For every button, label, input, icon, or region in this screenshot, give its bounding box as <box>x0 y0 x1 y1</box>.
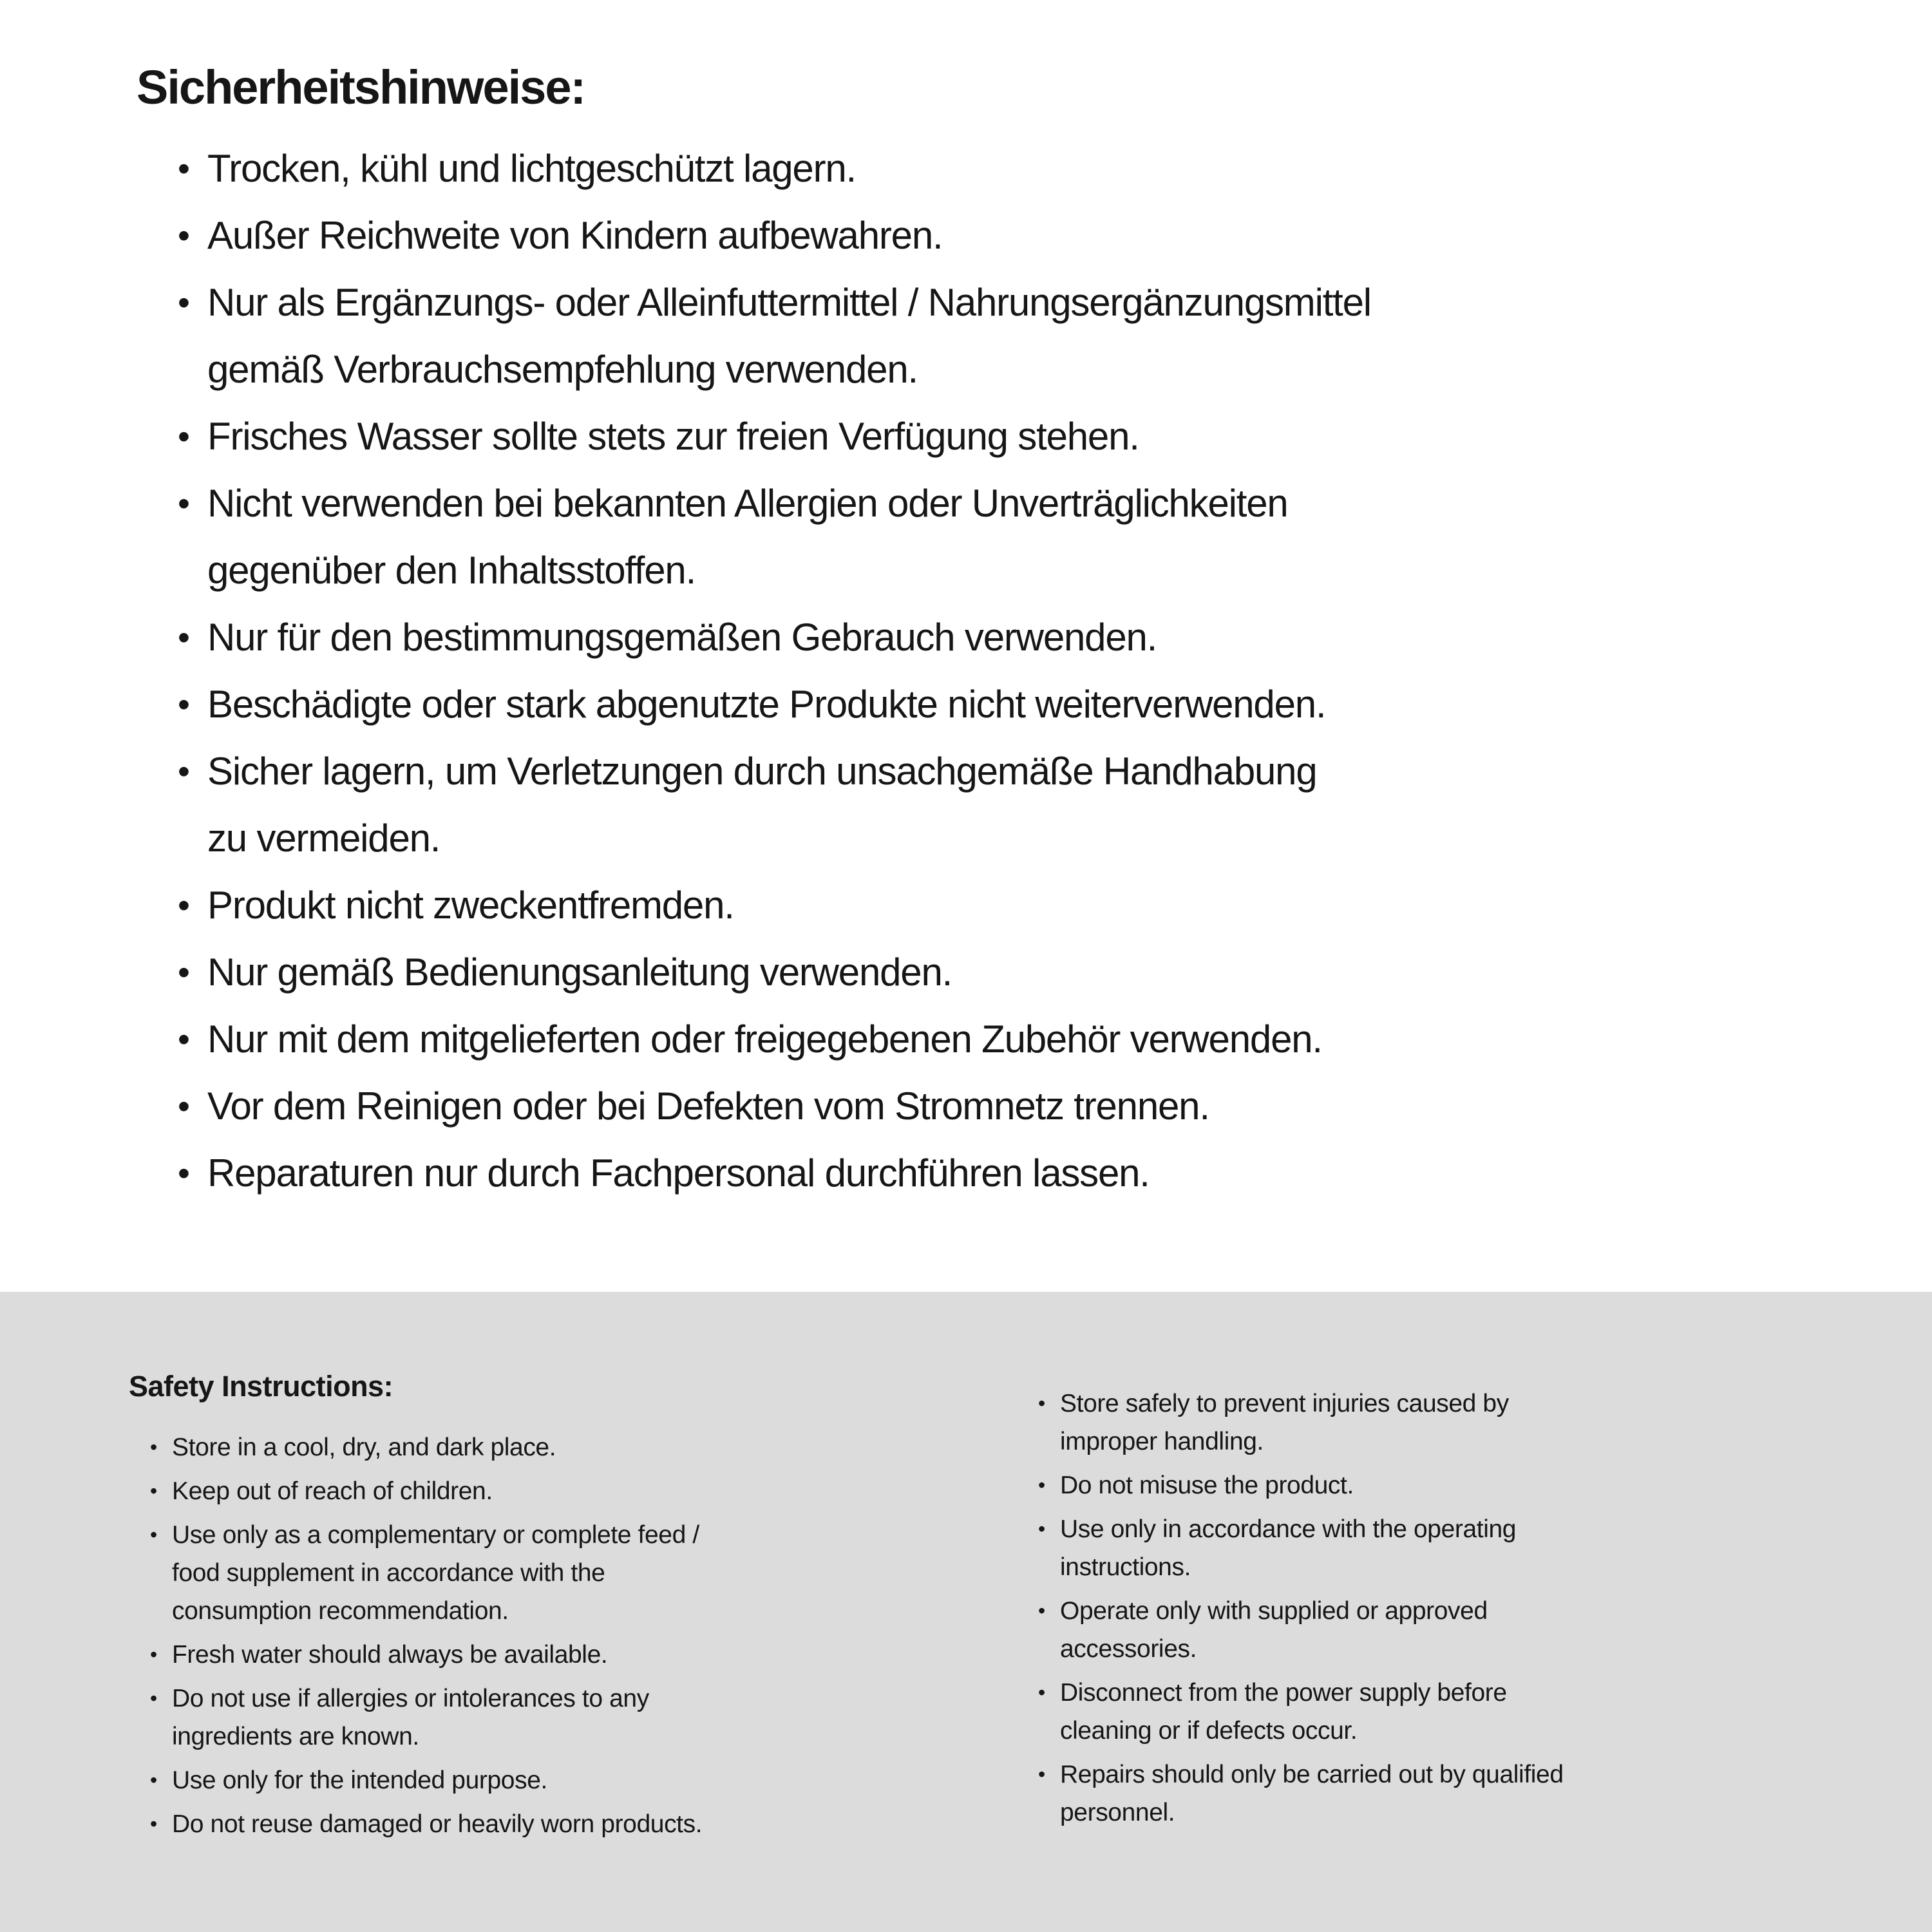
list-item <box>1038 1756 1920 1832</box>
list-item <box>178 872 1371 939</box>
english-right-column <box>1038 1385 1920 1832</box>
list-item-line: • Sicher lagern, um Verletzungen durch unsachgemäße Handhabung <box>207 750 1317 793</box>
list-item-line: • Use only in accordance with the operating <box>1060 1515 1517 1543</box>
list-item-line: • Beschädigte oder stark abgenutzte Produkte nicht weiterverwenden. <box>207 683 1326 726</box>
list-item <box>178 1006 1371 1073</box>
list-item-line: • Use only for the intended purpose. <box>172 1766 547 1794</box>
list-item <box>150 1636 1005 1674</box>
list-item-line: • Reparaturen nur durch Fachpersonal durchführen lassen. <box>207 1151 1150 1195</box>
list-item-line: • Disconnect from the power supply before <box>1060 1679 1507 1707</box>
english-safety-list-right <box>1038 1385 1920 1832</box>
german-heading: Sicherheitshinweise: <box>137 61 585 114</box>
list-item <box>1038 1510 1920 1586</box>
list-item <box>178 135 1371 202</box>
english-safety-section <box>0 1292 1932 1932</box>
list-item <box>150 1680 1005 1756</box>
list-item-line: • Frisches Wasser sollte stets zur freien Verfügung stehen. <box>207 415 1139 458</box>
list-item <box>178 604 1371 671</box>
list-item <box>178 1140 1371 1207</box>
list-item <box>1038 1592 1920 1668</box>
list-item-line: • Vor dem Reinigen oder bei Defekten vom Stromnetz trennen. <box>207 1084 1209 1128</box>
list-item-line: consumption recommendation. <box>172 1597 509 1625</box>
list-item <box>178 939 1371 1006</box>
list-item-line: cleaning or if defects occur. <box>1060 1717 1358 1745</box>
list-item <box>178 738 1371 872</box>
list-item-line: • Store safely to prevent injuries caused by <box>1060 1390 1509 1417</box>
list-item <box>178 671 1371 738</box>
list-item <box>150 1472 1005 1510</box>
list-item-line: food supplement in accordance with the <box>172 1559 605 1587</box>
list-item-line: • Produkt nicht zweckentfremden. <box>207 884 734 927</box>
list-item-line: • Nur für den bestimmungsgemäßen Gebrauch verwenden. <box>207 616 1157 659</box>
list-item <box>1038 1466 1920 1504</box>
list-item-line: gemäß Verbrauchsempfehlung verwenden. <box>207 348 918 391</box>
english-safety-list-left <box>150 1428 1005 1843</box>
list-item <box>150 1428 1005 1466</box>
list-item <box>150 1761 1005 1799</box>
list-item <box>150 1516 1005 1630</box>
list-item <box>1038 1674 1920 1750</box>
list-item <box>178 202 1371 269</box>
list-item-line: personnel. <box>1060 1799 1175 1826</box>
list-item <box>178 269 1371 403</box>
list-item <box>178 470 1371 604</box>
list-item-line: • Do not use if allergies or intolerances to any <box>172 1685 649 1712</box>
list-item-line: improper handling. <box>1060 1428 1264 1455</box>
list-item-line: zu vermeiden. <box>207 817 440 860</box>
list-item-line: • Fresh water should always be available. <box>172 1641 608 1669</box>
list-item-line: accessories. <box>1060 1635 1197 1663</box>
list-item-line: instructions. <box>1060 1553 1191 1581</box>
english-heading: Safety Instructions: <box>129 1370 393 1403</box>
english-left-column <box>129 1368 1005 1843</box>
list-item <box>150 1805 1005 1843</box>
list-item-line: • Use only as a complementary or complete feed / <box>172 1521 699 1549</box>
list-item-line: ingredients are known. <box>172 1723 419 1750</box>
list-item-line: • Operate only with supplied or approved <box>1060 1597 1488 1625</box>
list-item-line: gegenüber den Inhaltsstoffen. <box>207 549 696 592</box>
list-item-line: • Nur als Ergänzungs- oder Alleinfuttermittel / Nahrungsergänzungsmittel <box>207 281 1371 324</box>
list-item-line: • Trocken, kühl und lichtgeschützt lagern. <box>207 147 857 190</box>
list-item-line: • Außer Reichweite von Kindern aufbewahren. <box>207 214 943 257</box>
list-item-line: • Repairs should only be carried out by qualified <box>1060 1761 1564 1788</box>
list-item-line: • Nur mit dem mitgelieferten oder freigegebenen Zubehör verwenden. <box>207 1018 1322 1061</box>
list-item <box>1038 1385 1920 1461</box>
list-item-line: • Keep out of reach of children. <box>172 1477 493 1505</box>
list-item-line: • Do not reuse damaged or heavily worn products. <box>172 1810 703 1838</box>
list-item-line: • Store in a cool, dry, and dark place. <box>172 1434 556 1461</box>
german-safety-list <box>178 135 1371 1207</box>
list-item-line: • Nicht verwenden bei bekannten Allergien oder Unverträglichkeiten <box>207 482 1288 525</box>
list-item <box>178 403 1371 470</box>
list-item <box>178 1073 1371 1140</box>
list-item-line: • Do not misuse the product. <box>1060 1472 1354 1499</box>
list-item-line: • Nur gemäß Bedienungsanleitung verwenden. <box>207 951 952 994</box>
